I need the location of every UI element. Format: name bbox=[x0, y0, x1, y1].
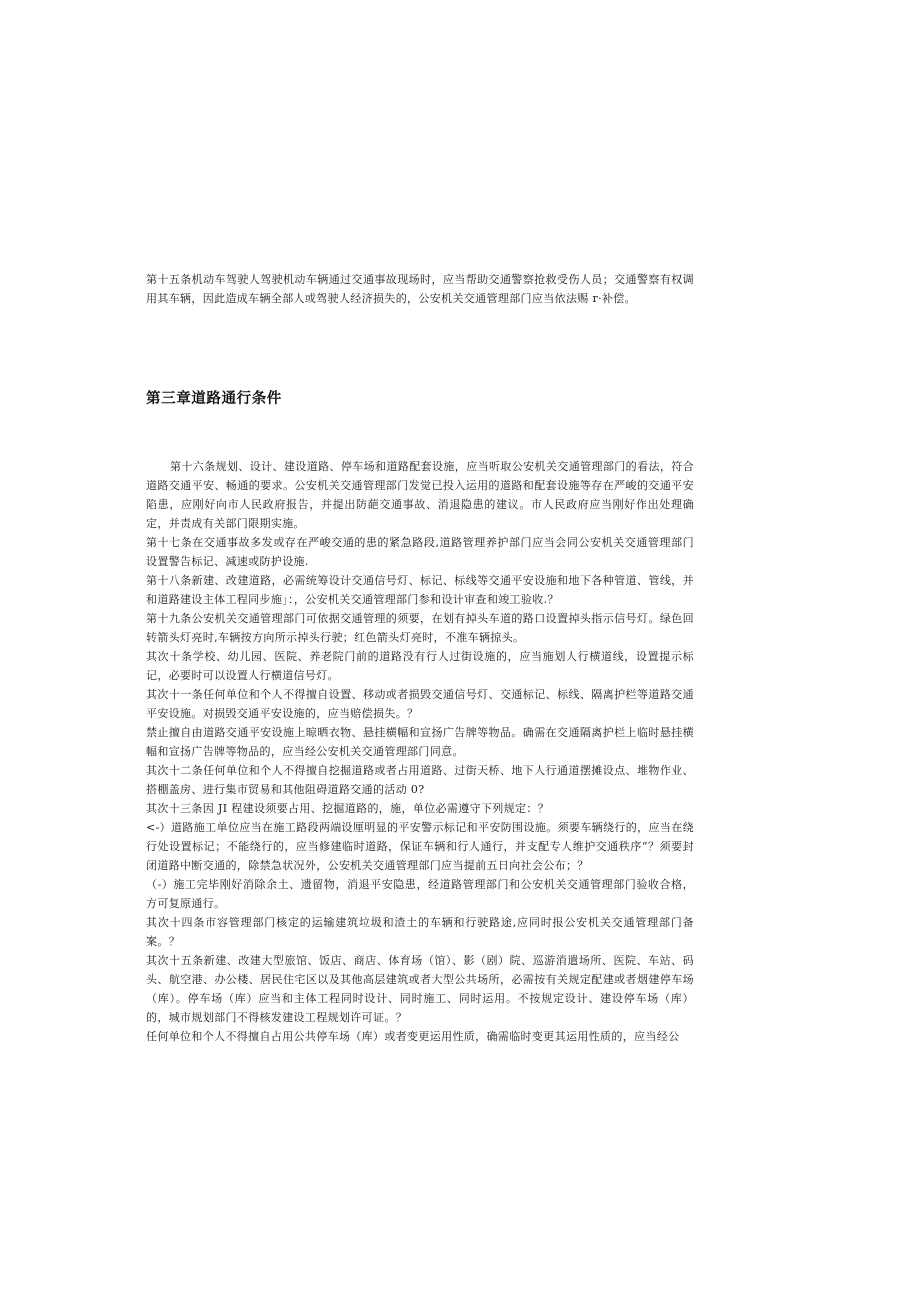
chapter-body bbox=[146, 457, 694, 1046]
chapter-heading: 第三章道路通行条件 bbox=[146, 391, 282, 407]
article-23-item-1: <-）道路施工单位应当在施工路段两端设厘明显的平安警示标记和平安防围设施。须要车辆绕行的，应当在绕行处设置标记；不能绕行的，应当修建临时道路，保证车辆和行人通行，并支配专人维护交通秩序“？须要封闭道路中断交通的，除禁急状况外，公安机关交通管理部门应当提前五日向社会公布；？ bbox=[146, 821, 694, 872]
article-25: 其次十五条新建、改建大型旅馆、饭店、商店、体育场（馆）、影（剧）院、巡游消遣场所、医院、车站、码头、航空港、办公楼、居民住宅区以及其他高层建筑或者大型公共场所，必需按有关规定配建或者烟建停车场（库）。停车场（库）应当和主体工程同时设计、同时施工、同时运用。不按规定设计、建设停车场（库）的，城市规划部门不得核发建设工程规划许可证。？ bbox=[146, 954, 694, 1024]
article-16: 第十六条规划、设计、建设道路、停车场和道路配套设施，应当听取公安机关交通管理部门的看法，符合道路交通平安、畅通的要求。公安机关交通管理部门发觉已投入运用的道路和配套设施等存在严峻的交通平安陷患，应刚好向市人民政府报告，并提出防葩交通事故、消退隐患的建议。市人民政府应当刚好作出处理确定，并责成有关部门限期实施。 bbox=[146, 460, 694, 530]
article-20: 其次十条学校、幼儿园、医院、养老院门前的道路没有行人过街设施的，应当施划人行横道线，设置提示标记，必要时可以设置人行横道信号灯。 bbox=[146, 650, 694, 682]
article-19: 第十九条公安机关交通管理部门可依据交通管理的须要，在划有掉头车道的路口设置掉头指示信号灯。绿色回转箭头灯亮时,车辆按方向所示掉头行驶；红色箭头灯亮时，不准车辆掠头。 bbox=[146, 612, 694, 644]
article-25-clause: 任何单位和个人不得擅自占用公共停车场（库）或者变更运用性质，确需临时变更其运用性质的，应当经公 bbox=[146, 1030, 680, 1043]
article-17: 第十七条在交通事故多发或存在严峻交通的患的紧急路段,道路管理养护部门应当会同公安机关交通管理部门设置警告标记、减速或防护设施. bbox=[146, 536, 694, 568]
article-21: 其次十一条任何单位和个人不得擅自设置、移动或者损毁交通信号灯、交通标记、标线、隔离护栏等道路交通平安设施。对损毁交通平安设施的，应当赔偿损失。？ bbox=[146, 688, 694, 720]
article-23-item-2: （-）施工完毕刚好消除余土、遗留物，消退平安隐患，经道路管理部门和公安机关交通管理部门验收合格，方可复原通行。 bbox=[146, 878, 694, 910]
article-21-clause: 禁止擅自由道路交通平安设施上晾晒衣物、悬挂横幅和宣扬广告牌等物品。确需在交通隔离护栏上临时悬挂横幅和宣扬广告牌等物品的，应当经公安机关交通管理部门同意。 bbox=[146, 726, 694, 758]
article-23: 其次十三条因 JI 程建设须要占用、挖掘道路的，施，单位必需遵守下列规定：？ bbox=[146, 802, 550, 815]
article-22: 其次十二条任何单位和个人不得擅自挖掘道路或者占用道路、过街天桥、地下人行通道摆摊设点、堆物作业、搭棚盖房、进行集市贸易和其他阻碍道路交通的活动 0? bbox=[146, 764, 694, 796]
article-18: 第十八条新建、改建道路，必需统筹设计交通信号灯、标记、标线等交通平安设施和地下各种管道、管线，并和道路建设主体工程同步施」：，公安机关交通管理部门参和设计审查和竣工验收.？ bbox=[146, 574, 694, 606]
intro-paragraph: 第十五条机动车驾驶人驾驶机动车辆通过交通事故现场时，应当帮助交通警察抢救受伤人员；交通警察有权调用其车辆，因此造成车辆全部人或驾驶人经济损失的，公安机关交通管理部门应当依法赐 r·补偿。 bbox=[146, 273, 694, 305]
article-24: 其次十四条市容管理部门核定的运输建筑垃圾和渣土的车辆和行驶路途,应同时报公安机关交通管理部门备案。？ bbox=[146, 916, 694, 948]
